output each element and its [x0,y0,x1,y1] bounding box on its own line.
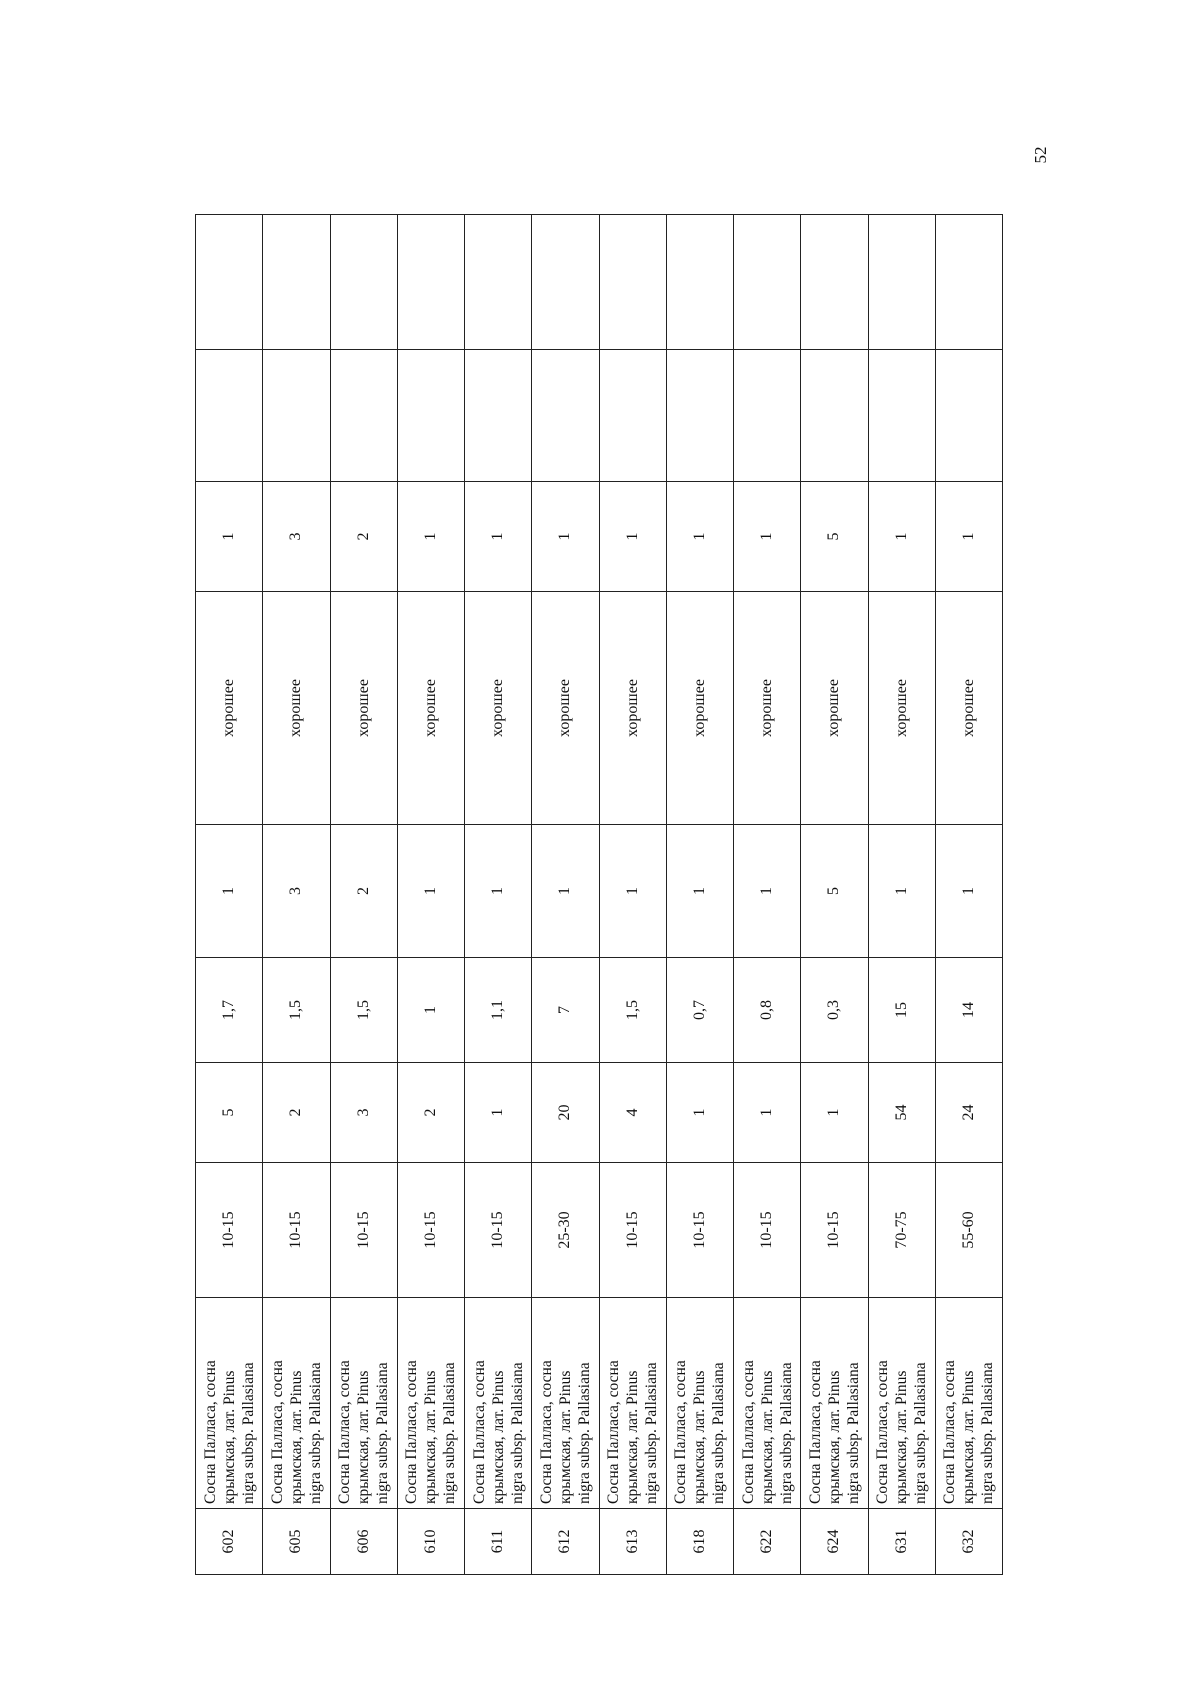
cell-empty-col-10 [935,215,1002,350]
cell-empty-col-10 [868,215,935,350]
cell-height: 54 [868,1063,935,1163]
cell-empty-col-10 [599,215,666,350]
cell-count-total: 1 [666,482,733,592]
cell-age: 70-75 [868,1163,935,1298]
cell-condition: хорошее [397,592,464,825]
cell-diameter: 0,7 [666,958,733,1063]
cell-empty-col-9 [263,350,330,482]
cell-count-total: 1 [868,482,935,592]
cell-tree-number: 602 [196,1509,263,1575]
cell-count: 1 [666,825,733,958]
cell-tree-number: 631 [868,1509,935,1575]
cell-diameter: 7 [532,958,599,1063]
cell-tree-number: 613 [599,1509,666,1575]
cell-height: 20 [532,1063,599,1163]
cell-age: 10-15 [330,1163,397,1298]
cell-empty-col-10 [263,215,330,350]
cell-age: 10-15 [465,1163,532,1298]
table-body [196,215,1003,1575]
cell-condition: хорошее [666,592,733,825]
cell-count: 1 [397,825,464,958]
cell-diameter: 1,5 [599,958,666,1063]
cell-condition: хорошее [263,592,330,825]
cell-tree-number: 611 [465,1509,532,1575]
table-row [397,215,464,1575]
cell-height: 5 [196,1063,263,1163]
table-row [868,215,935,1575]
cell-condition: хорошее [196,592,263,825]
cell-count: 1 [935,825,1002,958]
cell-tree-number: 622 [734,1509,801,1575]
cell-species: Сосна Палласа, сосна крымская, лат. Pinus nigra subsp. Pallasiana [397,1298,464,1509]
cell-tree-number: 605 [263,1509,330,1575]
cell-empty-col-10 [666,215,733,350]
cell-tree-number: 606 [330,1509,397,1575]
cell-count: 1 [868,825,935,958]
table-row [196,215,263,1575]
cell-condition: хорошее [465,592,532,825]
cell-diameter: 1,5 [263,958,330,1063]
cell-height: 3 [330,1063,397,1163]
cell-age: 10-15 [263,1163,330,1298]
cell-height: 1 [465,1063,532,1163]
table-row [935,215,1002,1575]
cell-age: 10-15 [599,1163,666,1298]
cell-age: 10-15 [196,1163,263,1298]
cell-count: 1 [734,825,801,958]
table-row [330,215,397,1575]
cell-height: 1 [666,1063,733,1163]
cell-diameter: 15 [868,958,935,1063]
cell-empty-col-9 [801,350,868,482]
table-row [734,215,801,1575]
cell-tree-number: 610 [397,1509,464,1575]
cell-condition: хорошее [330,592,397,825]
cell-count-total: 1 [397,482,464,592]
table-row [263,215,330,1575]
cell-height: 1 [734,1063,801,1163]
cell-diameter: 1,7 [196,958,263,1063]
cell-count: 1 [599,825,666,958]
cell-height: 2 [263,1063,330,1163]
cell-count-total: 1 [465,482,532,592]
cell-empty-col-10 [801,215,868,350]
cell-diameter: 0,8 [734,958,801,1063]
cell-count-total: 1 [532,482,599,592]
cell-age: 25-30 [532,1163,599,1298]
cell-count: 5 [801,825,868,958]
cell-count: 1 [196,825,263,958]
cell-diameter: 0,3 [801,958,868,1063]
cell-species: Сосна Палласа, сосна крымская, лат. Pinus nigra subsp. Pallasiana [935,1298,1002,1509]
cell-diameter: 1,1 [465,958,532,1063]
cell-age: 10-15 [734,1163,801,1298]
cell-species: Сосна Палласа, сосна крымская, лат. Pinus nigra subsp. Pallasiana [734,1298,801,1509]
cell-count-total: 2 [330,482,397,592]
table-row [801,215,868,1575]
cell-count-total: 1 [599,482,666,592]
cell-condition: хорошее [599,592,666,825]
cell-height: 2 [397,1063,464,1163]
page-number: 52 [1031,146,1050,164]
cell-count-total: 1 [935,482,1002,592]
cell-species: Сосна Палласа, сосна крымская, лат. Pinus nigra subsp. Pallasiana [599,1298,666,1509]
cell-count: 3 [263,825,330,958]
cell-count-total: 1 [196,482,263,592]
table-row [666,215,733,1575]
cell-count: 1 [532,825,599,958]
cell-empty-col-10 [734,215,801,350]
cell-species: Сосна Палласа, сосна крымская, лат. Pinus nigra subsp. Pallasiana [465,1298,532,1509]
cell-empty-col-9 [666,350,733,482]
cell-age: 10-15 [666,1163,733,1298]
table-row [465,215,532,1575]
cell-empty-col-9 [935,350,1002,482]
cell-empty-col-9 [599,350,666,482]
cell-count-total: 3 [263,482,330,592]
cell-empty-col-9 [397,350,464,482]
cell-tree-number: 632 [935,1509,1002,1575]
tree-inventory-table [195,214,1003,1575]
cell-height: 1 [801,1063,868,1163]
cell-age: 10-15 [397,1163,464,1298]
cell-empty-col-10 [397,215,464,350]
cell-empty-col-9 [196,350,263,482]
cell-species: Сосна Палласа, сосна крымская, лат. Pinus nigra subsp. Pallasiana [868,1298,935,1509]
cell-diameter: 14 [935,958,1002,1063]
cell-count-total: 5 [801,482,868,592]
cell-empty-col-10 [465,215,532,350]
cell-condition: хорошее [801,592,868,825]
cell-tree-number: 612 [532,1509,599,1575]
cell-empty-col-10 [330,215,397,350]
cell-count-total: 1 [734,482,801,592]
table-row [532,215,599,1575]
table-row [599,215,666,1575]
cell-species: Сосна Палласа, сосна крымская, лат. Pinus nigra subsp. Pallasiana [330,1298,397,1509]
cell-species: Сосна Палласа, сосна крымская, лат. Pinus nigra subsp. Pallasiana [666,1298,733,1509]
cell-empty-col-9 [532,350,599,482]
cell-age: 55-60 [935,1163,1002,1298]
cell-empty-col-10 [532,215,599,350]
cell-species: Сосна Палласа, сосна крымская, лат. Pinus nigra subsp. Pallasiana [263,1298,330,1509]
rotated-table-frame [195,215,1003,1575]
cell-empty-col-9 [868,350,935,482]
cell-species: Сосна Палласа, сосна крымская, лат. Pinus nigra subsp. Pallasiana [196,1298,263,1509]
cell-condition: хорошее [734,592,801,825]
cell-tree-number: 624 [801,1509,868,1575]
cell-tree-number: 618 [666,1509,733,1575]
cell-age: 10-15 [801,1163,868,1298]
cell-empty-col-9 [330,350,397,482]
cell-height: 24 [935,1063,1002,1163]
cell-species: Сосна Палласа, сосна крымская, лат. Pinus nigra subsp. Pallasiana [801,1298,868,1509]
cell-condition: хорошее [532,592,599,825]
tree-inventory-table-container [195,215,1003,1575]
cell-empty-col-9 [465,350,532,482]
cell-count: 1 [465,825,532,958]
cell-empty-col-10 [196,215,263,350]
cell-count: 2 [330,825,397,958]
cell-condition: хорошее [868,592,935,825]
cell-diameter: 1 [397,958,464,1063]
cell-empty-col-9 [734,350,801,482]
cell-condition: хорошее [935,592,1002,825]
cell-species: Сосна Палласа, сосна крымская, лат. Pinus nigra subsp. Pallasiana [532,1298,599,1509]
cell-diameter: 1,5 [330,958,397,1063]
cell-height: 4 [599,1063,666,1163]
